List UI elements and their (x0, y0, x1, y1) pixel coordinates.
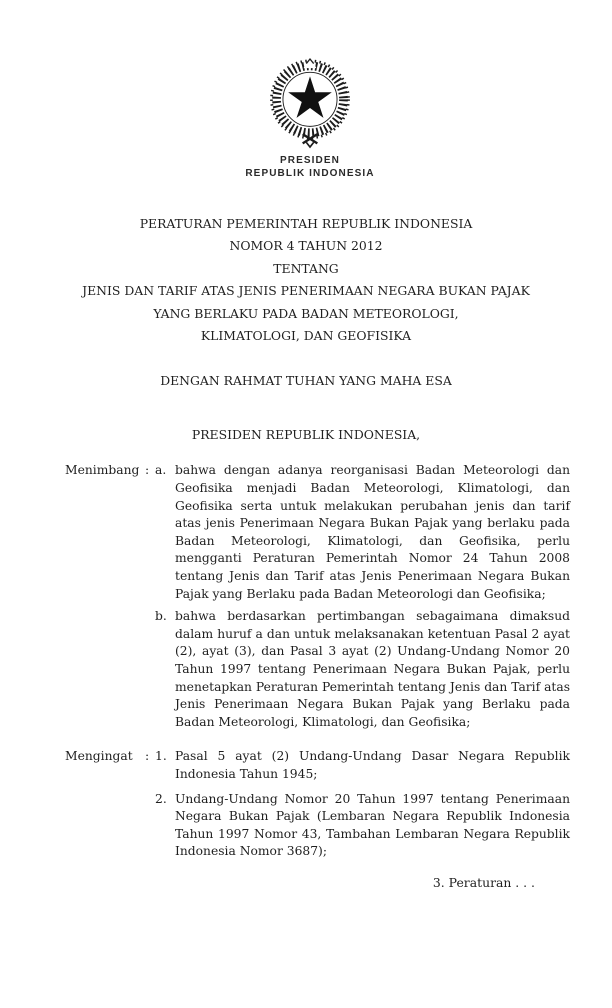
title-line-tentang: TENTANG (273, 260, 339, 276)
invocation-line: DENGAN RAHMAT TUHAN YANG MAHA ESA (160, 373, 452, 389)
letterhead (4, 0, 612, 180)
title-line-peraturan: PERATURAN PEMERINTAH REPUBLIK INDONESIA (139, 216, 473, 231)
menimbang-section (65, 462, 570, 731)
mengingat-colon: : (145, 749, 150, 764)
title-line-subject-2: YANG BERLAKU PADA BADAN METEOROLOGI, (153, 305, 459, 321)
menimbang-label: Menimbang (65, 463, 140, 478)
mengingat-item-2 (65, 791, 570, 861)
menimbang-item-b (65, 608, 570, 731)
title-line-subject-1: JENIS DAN TARIF ATAS JENIS PENERIMAAN NEGARA BUKAN PAJAK (82, 283, 530, 299)
item-marker-b: b. (155, 609, 167, 624)
letterhead-republik-indonesia: REPUBLIK INDONESIA (245, 168, 375, 179)
mengingat-item-1 (65, 748, 570, 783)
authority-line: PRESIDEN REPUBLIK INDONESIA, (191, 427, 421, 443)
menimbang-colon: : (145, 463, 150, 478)
item-text-1: Pasal 5 ayat (2) Undang-Undang Dasar Negara Republik Indonesia Tahun 1945; (175, 749, 570, 781)
item-text-2: Undang-Undang Nomor 20 Tahun 1997 tentang Penerimaan Negara Bukan Pajak (Lembaran Negara Republik Indonesia Tahun 1997 Nomor 43, Tambahan Lembaran Negara Republik Indonesia Nomor 3687); (175, 791, 570, 859)
menimbang-item-a (65, 462, 570, 603)
regulation-title (0, 213, 612, 347)
mengingat-label: Mengingat (65, 749, 133, 764)
title-line-nomor: NOMOR 4 TAHUN 2012 (229, 238, 383, 254)
item-text-b: bahwa berdasarkan pertimbangan sebagaimana dimaksud dalam huruf a dan untuk melaksanakan ketentuan Pasal 2 ayat (2), ayat (3), dan Pasal 3 ayat (2) Undang-Undang Nomor 20 Tahun 1997 tentang Penerimaan Negara Bukan Pajak, perlu menetapkan Peraturan Pemerintah tentang Jenis dan Tarif atas Jenis Penerimaan Negara Bukan Pajak yang Berlaku pada Badan Meteorologi, Klimatologi, dan Geofisika; (175, 609, 570, 729)
title-line-subject-3: KLIMATOLOGI, DAN GEOFISIKA (200, 328, 412, 344)
item-marker-a: a. (155, 463, 167, 478)
mengingat-section (65, 748, 570, 861)
page-catchword: 3. Peraturan . . . (432, 874, 535, 890)
item-marker-1: 1. (155, 749, 167, 764)
letterhead-presiden: PRESIDEN (280, 155, 340, 166)
item-text-a: bahwa dengan adanya reorganisasi Badan Meteorologi dan Geofisika menjadi Badan Meteorologi, Klimatologi, dan Geofisika serta untuk melakukan perubahan jenis dan tarif atas jenis Penerimaan Negara Bukan Pajak yang berlaku pada Badan Meteorologi, Klimatologi, dan Geofisika, perlu mengganti Peraturan Pemerintah Nomor 24 Tahun 2008 tentang Jenis dan Tarif atas Jenis Penerimaan Negara Bukan Pajak yang Berlaku pada Badan Meteorologi dan Geofisika; (175, 463, 570, 601)
presidential-seal-icon (4, 56, 612, 150)
item-marker-2: 2. (155, 791, 167, 806)
